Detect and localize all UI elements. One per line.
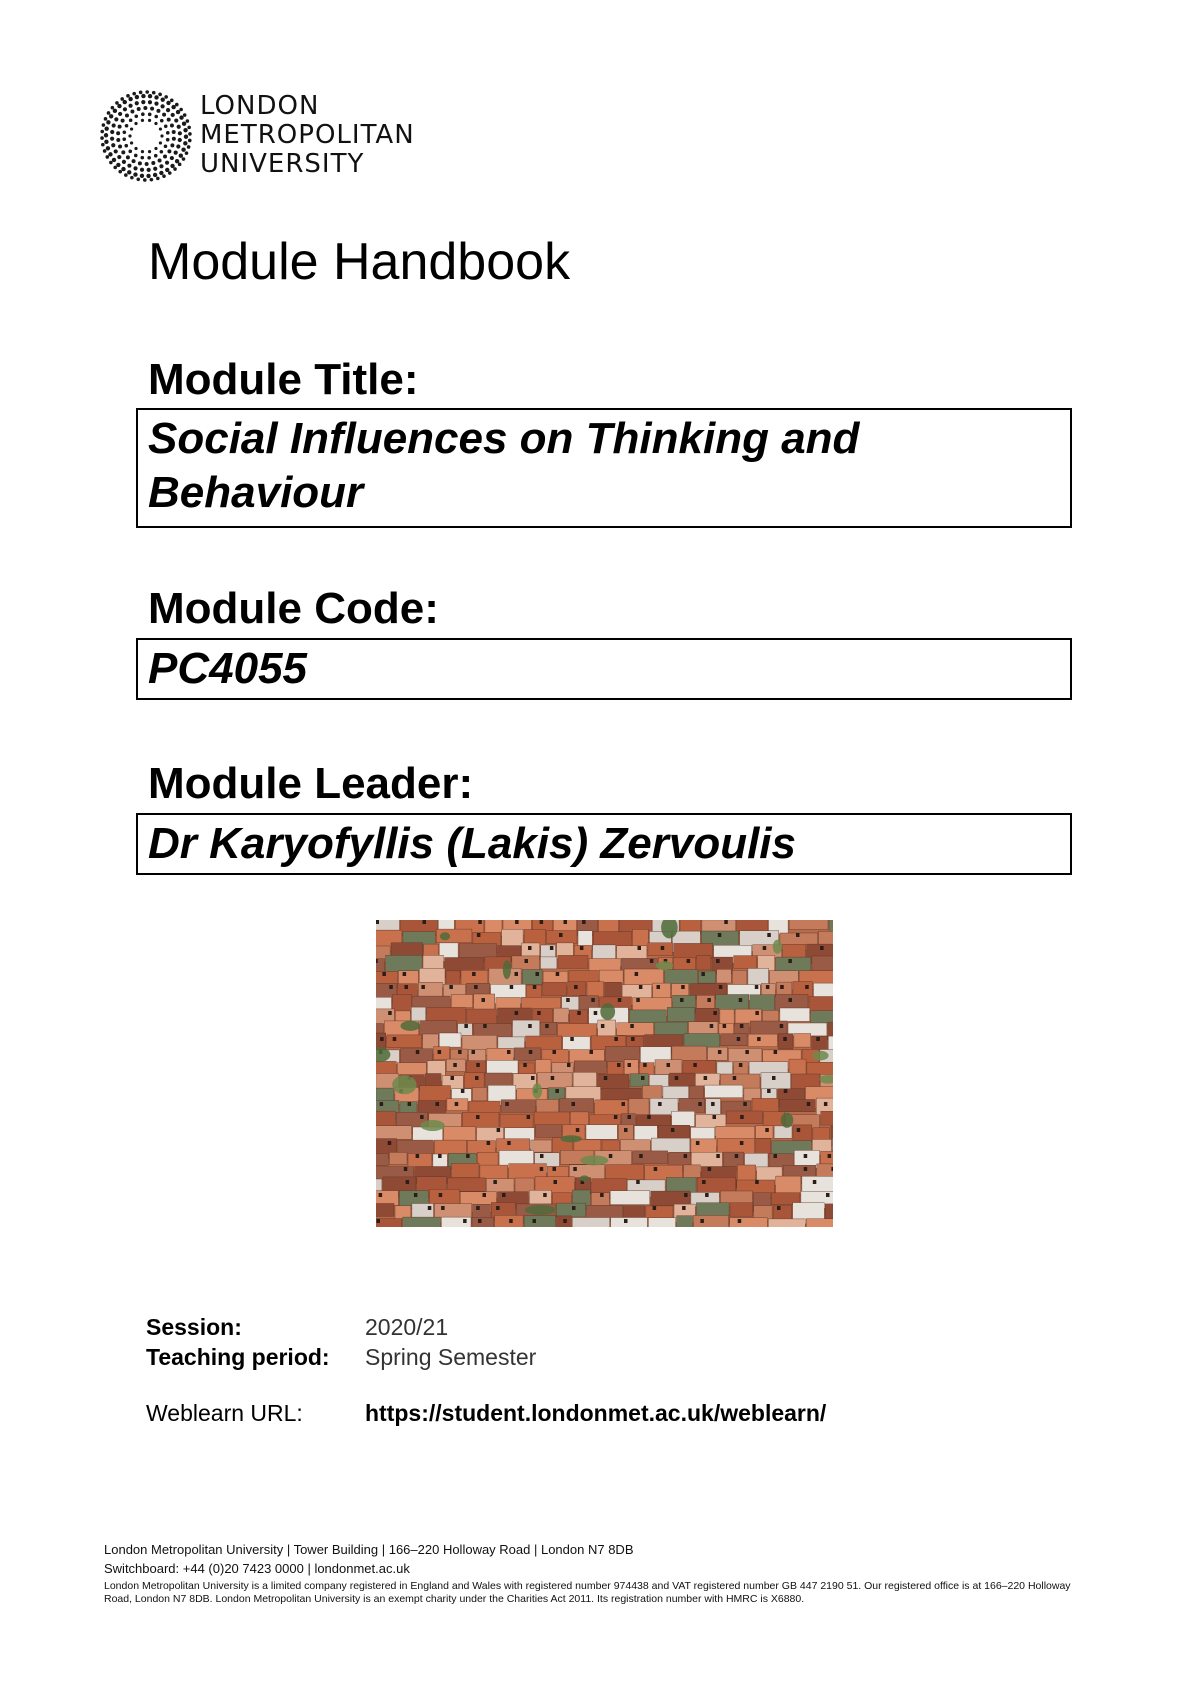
- footer: [104, 1540, 1094, 1606]
- module-leader-label: Module Leader:: [148, 759, 474, 808]
- logo-line-3: UNIVERSITY: [200, 149, 365, 179]
- logo-wordmark: [200, 92, 415, 179]
- footer-switchboard: Switchboard: +44 (0)20 7423 0000 | londonmet.ac.uk: [104, 1561, 410, 1576]
- weblearn-label: Weblearn URL:: [146, 1400, 303, 1426]
- teaching-period-label: Teaching period:: [146, 1344, 330, 1370]
- module-leader-value: Dr Karyofyllis (Lakis) Zervoulis: [148, 819, 796, 868]
- module-leader-box: [136, 813, 1072, 875]
- dotted-sunburst-logo-icon: [100, 90, 192, 182]
- footer-address: London Metropolitan University | Tower Building | 166–220 Holloway Road | London N7 8DB: [104, 1542, 634, 1557]
- session-label: Session:: [146, 1314, 242, 1340]
- session-value: 2020/21: [365, 1314, 449, 1340]
- module-title-line-1: Social Influences on Thinking and: [148, 414, 860, 463]
- module-code-box: [136, 638, 1072, 700]
- module-title-box: [136, 408, 1072, 528]
- teaching-period-value: Spring Semester: [365, 1344, 537, 1370]
- hillside-houses-photo-icon: [376, 920, 833, 1227]
- cover-photo: [376, 920, 833, 1227]
- page-title: Module Handbook: [148, 233, 571, 291]
- module-code-label: Module Code:: [148, 584, 439, 633]
- module-code-value: PC4055: [148, 644, 308, 693]
- footer-legal: London Metropolitan University is a limited company registered in England and Wales with registered number 974438 and VAT registered number GB 447 2190 51. Our registered office is at 166–220 Holloway Road, London N7 8DB. London Metropolitan University is an exempt charity under the Charities Act 2011. Its registration number with HMRC is X6880.: [104, 1580, 1071, 1605]
- module-title-label: Module Title:: [148, 355, 419, 404]
- module-title-line-2: Behaviour: [148, 468, 364, 517]
- weblearn-url-link[interactable]: https://student.londonmet.ac.uk/weblearn/: [365, 1400, 827, 1426]
- logo-line-1: LONDON: [200, 91, 320, 121]
- logo-line-2: METROPOLITAN: [200, 120, 415, 150]
- university-logo: [100, 90, 460, 182]
